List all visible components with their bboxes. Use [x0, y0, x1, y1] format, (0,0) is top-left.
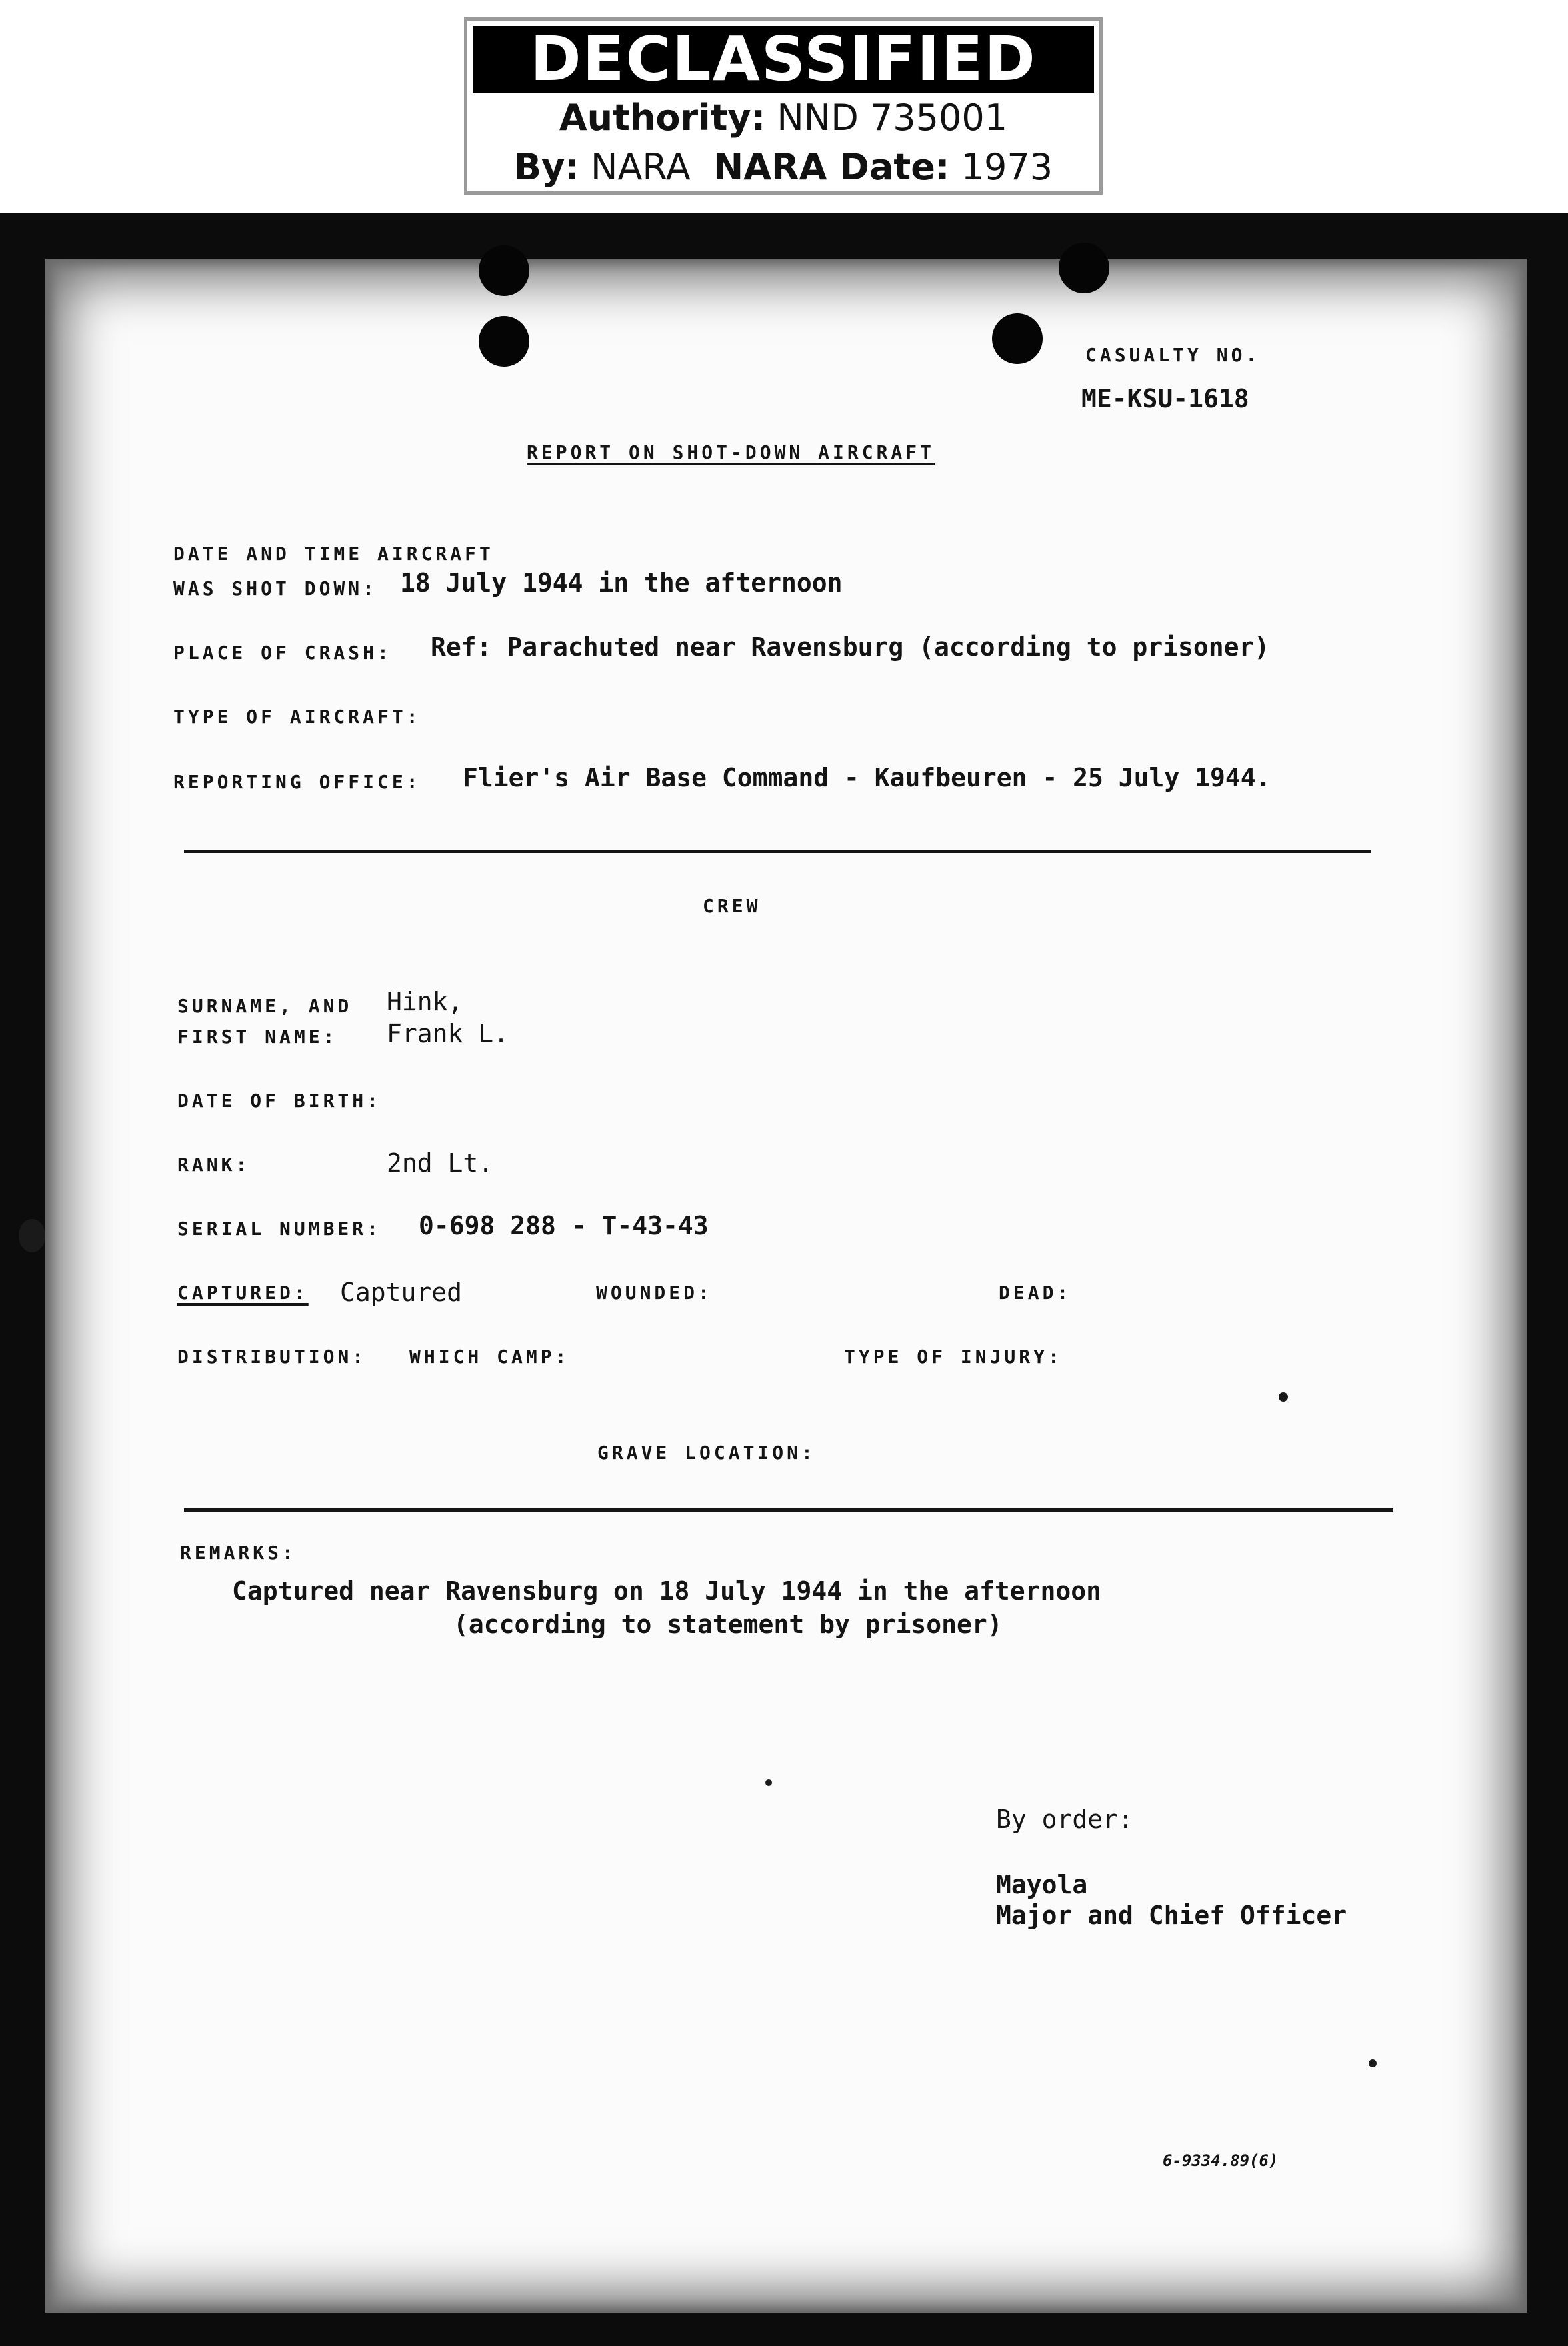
speck	[1279, 1392, 1288, 1402]
speck	[1369, 2059, 1377, 2067]
rank-value: 2nd Lt.	[387, 1148, 494, 1178]
serial-number-value: 0-698 288 - T-43-43	[419, 1211, 709, 1240]
divider-bottom	[184, 1508, 1393, 1512]
remarks-label: REMARKS:	[180, 1542, 297, 1564]
stamp-authority-value: NND 735001	[777, 97, 1008, 139]
place-of-crash-label: PLACE OF CRASH:	[173, 642, 392, 664]
casualty-number-value: ME-KSU-1618	[1081, 384, 1249, 413]
which-camp-label: WHICH CAMP:	[409, 1346, 570, 1368]
speck	[765, 1779, 772, 1786]
punch-hole-left	[479, 316, 529, 367]
dead-label: DEAD:	[999, 1282, 1072, 1304]
date-value: 18 July 1944 in the afternoon	[400, 568, 843, 598]
punch-hole-top-left	[479, 245, 529, 296]
stamp-title: DECLASSIFIED	[473, 26, 1094, 93]
date-label-line2: WAS SHOT DOWN:	[173, 577, 378, 600]
type-of-injury-label: TYPE OF INJURY:	[844, 1346, 1063, 1368]
stamp-date-value: 1973	[961, 146, 1053, 188]
captured-label: CAPTURED:	[177, 1282, 309, 1304]
stamp-authority-line	[467, 97, 1099, 139]
surname-label: SURNAME, AND	[177, 995, 353, 1017]
captured-value: Captured	[340, 1278, 463, 1307]
serial-number-label: SERIAL NUMBER:	[177, 1218, 382, 1240]
casualty-number-label: CASUALTY NO.	[1085, 344, 1261, 366]
date-label-text: DATE AND TIME AIRCRAFT	[173, 543, 494, 565]
date-of-birth-label: DATE OF BIRTH:	[177, 1090, 382, 1112]
wounded-label: WOUNDED:	[596, 1282, 713, 1304]
distribution-label: DISTRIBUTION:	[177, 1346, 367, 1368]
punch-hole-right	[992, 313, 1043, 364]
first-name-label: FIRST NAME:	[177, 1026, 338, 1048]
reporting-office-value: Flier's Air Base Command - Kaufbeuren - 25 July 1944.	[463, 763, 1271, 792]
form-code: 6-9334.89(6)	[1163, 2151, 1279, 2170]
divider-top	[184, 850, 1371, 853]
crew-heading: CREW	[703, 895, 761, 917]
stamp-by-line	[467, 146, 1099, 188]
stamp-by-label: By:	[513, 146, 579, 188]
remarks-line-2: (according to statement by prisoner)	[453, 1610, 1003, 1639]
date-label-line1	[173, 543, 494, 565]
first-name-value: Frank L.	[387, 1019, 509, 1048]
signatory-title: Major and Chief Officer	[996, 1901, 1347, 1930]
type-of-aircraft-label: TYPE OF AIRCRAFT:	[173, 706, 421, 728]
stamp-by-value: NARA	[591, 146, 691, 188]
declassified-stamp	[464, 17, 1103, 195]
signatory-name: Mayola	[996, 1870, 1088, 1899]
place-of-crash-value: Ref: Parachuted near Ravensburg (according to prisoner)	[431, 632, 1270, 662]
by-order-text: By order:	[996, 1805, 1133, 1834]
stamp-authority-label: Authority:	[559, 97, 766, 139]
stamp-date-label: NARA Date:	[713, 146, 950, 188]
report-title: REPORT ON SHOT-DOWN AIRCRAFT	[527, 441, 935, 463]
remarks-line-1: Captured near Ravensburg on 18 July 1944 in the afternoon	[232, 1576, 1102, 1606]
punch-hole-top-right	[1059, 243, 1109, 293]
surname-value: Hink,	[387, 987, 463, 1016]
reporting-office-label: REPORTING OFFICE:	[173, 771, 421, 793]
grave-location-label: GRAVE LOCATION:	[597, 1442, 816, 1464]
rank-label: RANK:	[177, 1154, 251, 1176]
speck	[19, 1219, 45, 1252]
